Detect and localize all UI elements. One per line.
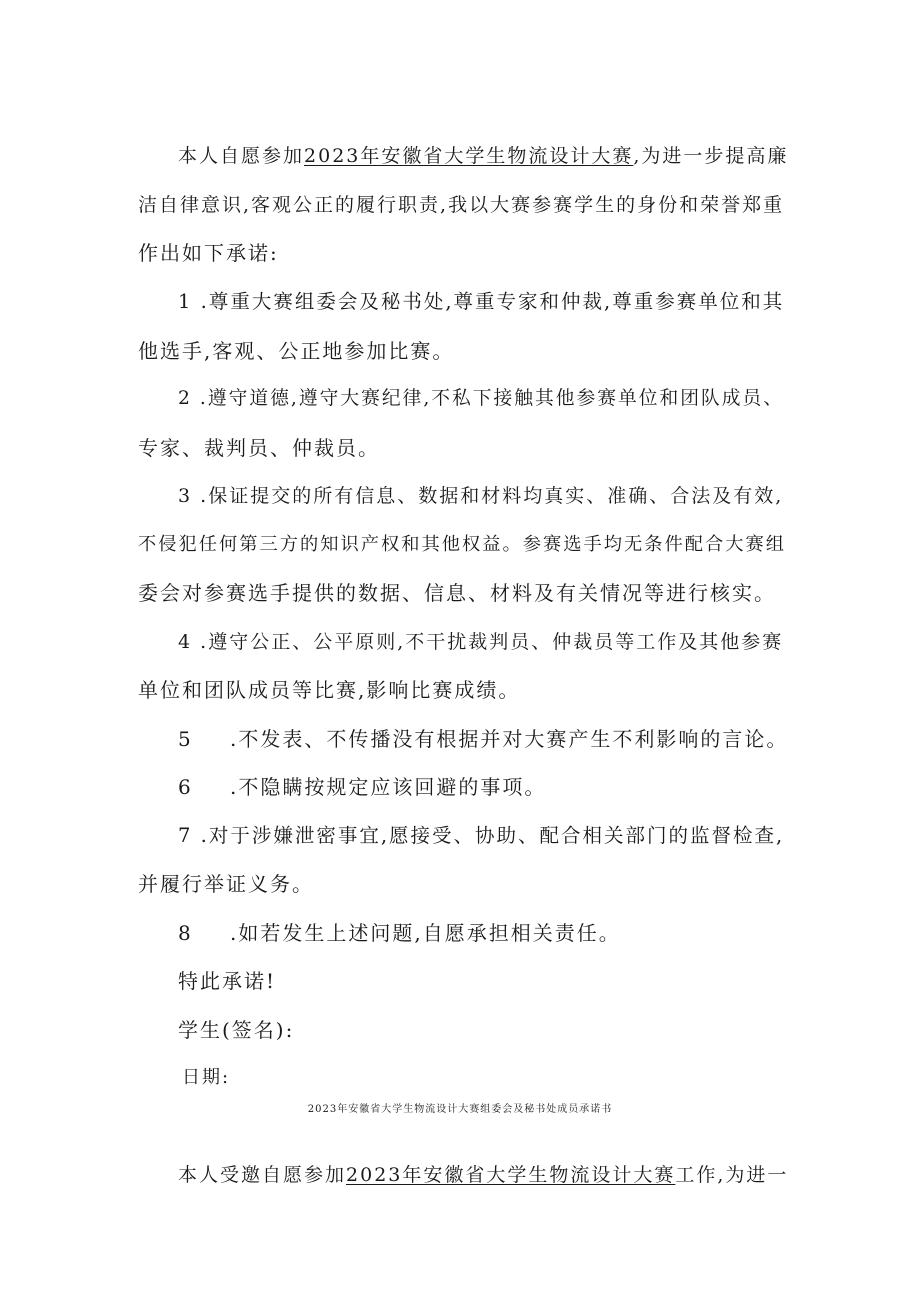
item-number: 5: [178, 727, 193, 751]
item-number: 3: [178, 485, 193, 507]
item-separator: .: [230, 727, 239, 751]
item-text: 如若发生上述问题,自愿承担相关责任。: [238, 921, 621, 945]
intro-suffix: ,为进一步提高廉: [633, 145, 789, 167]
item-text: 遵守道德,遵守大赛纪律,不私下接触其他参赛单位和团队成员、: [207, 388, 785, 409]
item-separator: .: [230, 921, 239, 945]
item-4-line-1: [178, 630, 783, 654]
item-text: 对于涉嫌泄密事宜,愿接受、协助、配合相关部门的监督检查,: [208, 824, 785, 847]
date-label: 日期:: [182, 1067, 231, 1088]
section-2-event-name-underlined: 2023年安徽省大学生物流设计大赛: [346, 1164, 676, 1186]
item-text: 遵守公正、公平原则,不干扰裁判员、仲裁员等工作及其他参赛: [208, 631, 784, 653]
item-1-line-2: 他选手,客观、公正地参加比赛。: [138, 339, 455, 363]
item-text: 不隐瞒按规定应该回避的事项。: [238, 775, 547, 799]
intro-line-2: 洁自律意识,客观公正的履行职责,我以大赛参赛学生的身份和荣誉郑重: [138, 194, 785, 216]
intro-line-1: [178, 144, 788, 168]
item-number: 4: [178, 631, 193, 653]
item-3-line-1: [178, 484, 783, 508]
item-7-line-2: 并履行举证义务。: [138, 872, 314, 896]
item-text: 不发表、不传播没有根据并对大赛产生不利影响的言论。: [238, 727, 789, 751]
closing-statement: 特此承诺!: [178, 969, 277, 993]
item-text: 保证提交的所有信息、数据和材料均真实、准确、合法及有效,: [208, 485, 784, 507]
section-2-suffix: 工作,为进一: [675, 1164, 789, 1186]
item-4-line-2: 单位和团队成员等比赛,影响比赛成绩。: [138, 678, 521, 702]
item-3-line-2: 不侵犯任何第三方的知识产权和其他权益。参赛选手均无条件配合大赛组: [138, 534, 786, 555]
item-separator: .: [200, 485, 209, 507]
item-7-line-1: [178, 824, 784, 848]
item-2-line-1: [178, 387, 784, 411]
item-separator: .: [200, 631, 209, 653]
section-2-title: 2023年安徽省大学生物流设计大赛组委会及秘书处成员承诺书: [307, 1104, 613, 1115]
item-separator: .: [230, 775, 239, 799]
section-2-intro-line-1: [178, 1163, 788, 1187]
event-name-underlined: 2023年安徽省大学生物流设计大赛: [304, 145, 634, 167]
item-number: 1: [178, 290, 193, 313]
item-2-line-2: 专家、裁判员、仲裁员。: [138, 436, 380, 460]
section-2-prefix: 本人受邀自愿参加: [178, 1164, 347, 1186]
item-number: 6: [178, 775, 193, 799]
signature-label: 学生(签名):: [178, 1018, 295, 1042]
intro-line-3: 作出如下承诺:: [138, 241, 279, 265]
item-number: 2: [178, 388, 192, 409]
item-1-line-1: [178, 290, 784, 314]
item-number: 8: [178, 921, 193, 945]
item-5-line-1: [178, 727, 788, 751]
item-separator: .: [200, 824, 209, 847]
intro-prefix: 本人自愿参加: [178, 145, 305, 167]
item-6-line-1: [178, 775, 546, 799]
item-8-line-1: [178, 921, 621, 945]
item-number: 7: [178, 824, 193, 847]
item-text: 尊重大赛组委会及秘书处,尊重专家和仲裁,尊重参赛单位和其: [208, 290, 785, 313]
item-separator: .: [199, 388, 208, 409]
item-separator: .: [200, 290, 209, 313]
item-3-line-3: 委会对参赛选手提供的数据、信息、材料及有关情况等进行核实。: [138, 581, 776, 605]
